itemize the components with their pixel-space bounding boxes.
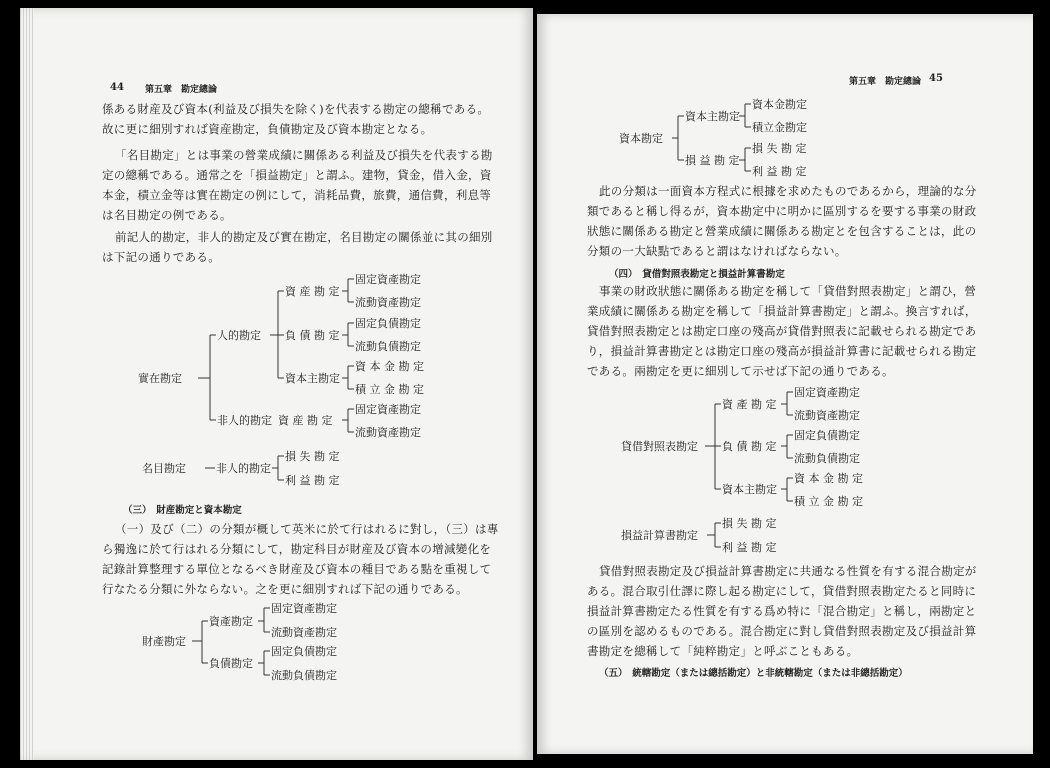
r-para3-line4: の區別を認めるものである。混合勘定に對し貸借對照表勘定及び損益計算 [587, 624, 977, 638]
chapter-header: 第五章 勘定總論 [849, 77, 922, 87]
tree4-pl: 損 益 勘 定 [685, 154, 740, 167]
r-para1-line2: 類であると稱し得るが，資本勘定中に明かに區別するを要する事業の財政 [587, 204, 977, 218]
tree1-nonpersonal: 非人的勘定 [217, 414, 272, 427]
r-para2-line5: である。兩勘定を更に細別して示せば下記の通りである。 [587, 364, 894, 378]
tree3-liability: 負債勘定 [209, 657, 253, 670]
tree3-root: 財產勘定 [142, 635, 186, 648]
para3-line1: 前記人的勘定，非人的勘定及び實在勘定，名目勘定の關係並に其の細別 [115, 230, 493, 244]
tree1-np-fixed: 固定資產勘定 [355, 403, 421, 416]
page-number: 45 [929, 73, 943, 84]
para4-line3: 記錄計算整理する單位となるべき財産及び資本の種目である點を重視して [102, 562, 492, 576]
tree1-reserve: 積 立 金 勘 定 [355, 383, 424, 396]
tree3-current-liab: 流動負債勘定 [271, 669, 337, 682]
tree5-fixed-asset: 固定資產勘定 [794, 386, 860, 399]
tree5-current-liab: 流動負債勘定 [794, 452, 860, 465]
tree6-profit: 利 益 勘 定 [722, 541, 777, 554]
r-para2-line2: 業成績に關係ある勘定を稱して「損益計算書勘定」と謂ふ。換言すれば， [587, 304, 977, 318]
section3-title: （三） 財産勘定と資本勘定 [123, 505, 242, 516]
tree5-current-asset: 流動資產勘定 [794, 409, 860, 422]
tree3-asset: 資產勘定 [209, 615, 253, 628]
para1-line1: 係ある財産及び資本(利益及び損失を除く)を代表する勘定の總稱である。 [102, 102, 490, 116]
tree1-root: 實在勘定 [138, 372, 182, 385]
r-para2-line4: り，損益計算書勘定とは勘定口座の殘高が損益計算書に記載せられる勘定 [587, 344, 977, 358]
tree1-np-current: 流動資產勘定 [355, 426, 421, 439]
para4-line1: （一）及び（二）の分類が概して英米に於て行はれるに對し，（三）は專 [115, 522, 499, 536]
para4-line2: ら獨逸に於て行はれる分類にして，勘定科目が財産及び資本の增減變化を [102, 542, 492, 556]
tree4-owner: 資本主勘定 [685, 110, 740, 123]
tree5-reserve: 積 立 金 勘 定 [794, 495, 863, 508]
tree5-capital: 資本主勘定 [722, 483, 777, 496]
r-para1-line3: 狀態に關係ある勘定と營業成績に關係ある勘定とを包含することは，此の [587, 224, 977, 238]
tree6-loss: 損 失 勘 定 [722, 517, 777, 530]
tree4-loss: 損 失 勘 定 [752, 142, 807, 155]
r-para3-line1: 貸借對照表勘定及び損益計算書勘定に共通なる性質を有する混合勘定が [599, 564, 977, 578]
tree4-profit: 利 益 勘 定 [752, 165, 807, 178]
tree4-reserve: 積立金勘定 [752, 121, 807, 134]
tree1-current-liab: 流動負債勘定 [355, 340, 421, 353]
left-page [20, 8, 533, 760]
r-para3-line3: 損益計算書勘定たる性質を有する爲め特に「混合勘定」と稱し，兩勘定と [587, 604, 977, 618]
page-number: 44 [110, 82, 124, 93]
tree3-current-asset: 流動資產勘定 [271, 626, 337, 639]
para1-line2: 故に更に細別すれば資産勘定，負債勘定及び資本勘定となる。 [102, 122, 433, 136]
tree2-loss: 損 失 勘 定 [285, 450, 340, 463]
para2-line4: は名目勘定の例である。 [102, 208, 232, 222]
r-para2-line1: 事業の財政狀態に關係ある勘定を稱して「貸借對照表勘定」と謂ひ，營 [599, 284, 977, 298]
tree5-root: 貸借對照表勘定 [621, 440, 698, 453]
tree1-fixed-asset: 固定資產勘定 [355, 273, 421, 286]
para2-line1: 「名目勘定」とは事業の營業成績に關係ある利益及び損失を代表する勘 [115, 148, 493, 162]
tree1-capital: 資本主勘定 [285, 372, 340, 385]
para3-line2: は下記の通りである。 [102, 250, 220, 264]
tree1-liability: 負 債 勘 定 [285, 329, 340, 342]
tree3-fixed-asset: 固定資產勘定 [271, 602, 337, 615]
r-para3-line5: 書勘定を總稱して「純粹勘定」と呼ぶこともある。 [587, 644, 859, 658]
tree5-liability: 負 債 勘 定 [722, 440, 777, 453]
tree3-fixed-liab: 固定負債勘定 [271, 645, 337, 658]
r-para2-line3: 貸借對照表勘定とは勘定口座の殘高が貸借對照表に記載せられる勘定であ [587, 324, 977, 338]
para2-line3: 本金，積立金等は實在勘定の例にして，消耗品費，旅費，通信費，利息等 [102, 188, 492, 202]
tree5-asset: 資 產 勘 定 [722, 398, 777, 411]
right-page [537, 14, 1033, 754]
r-para1-line4: 分類の一大缺點であると謂はなければならない。 [587, 244, 847, 258]
tree1-fixed-liab: 固定負債勘定 [355, 317, 421, 330]
tree2-profit: 利 益 勘 定 [285, 474, 340, 487]
para4-line4: 行なたる分類に外ならない。之を更に細別すれば下記の通りである。 [102, 582, 468, 596]
tree1-asset: 資 産 勘 定 [285, 285, 340, 298]
tree2-root: 名目勘定 [142, 462, 186, 475]
tree1-np-asset: 資 産 勘 定 [278, 414, 333, 427]
tree6-root: 損益計算書勘定 [621, 529, 698, 542]
tree5-capital-acc: 資 本 金 勘 定 [794, 472, 863, 485]
tree1-current-asset: 流動資產勘定 [355, 296, 421, 309]
section4-title: （四） 貸借對照表勘定と損益計算書勘定 [609, 269, 785, 280]
tree2-nonpersonal: 非人的勘定 [216, 462, 271, 475]
tree4-root: 資本勘定 [619, 132, 663, 145]
chapter-header: 第五章 勘定總論 [145, 85, 218, 95]
section5-title: （五） 統轄勘定（または總括勘定）と非統轄勘定（または非總括勘定） [599, 668, 908, 679]
tree5-fixed-liab: 固定負債勘定 [794, 429, 860, 442]
page-edge-lines [20, 8, 34, 760]
tree1-capital-acc: 資 本 金 勘 定 [355, 360, 424, 373]
r-para1-line1: 此の分類は一面資本方程式に根據を求めたものであるから，理論的な分 [599, 184, 977, 198]
para2-line2: 定の總稱である。通常之を「損益勘定」と謂ふ。建物，貸金，借入金，資 [102, 168, 492, 182]
tree1-personal: 人的勘定 [217, 329, 261, 342]
r-para3-line2: ある。混合取引仕譯に際し起る勘定にして，貸借對照表勘定たると同時に [587, 584, 977, 598]
tree4-capital-acc: 資本金勘定 [752, 98, 807, 111]
